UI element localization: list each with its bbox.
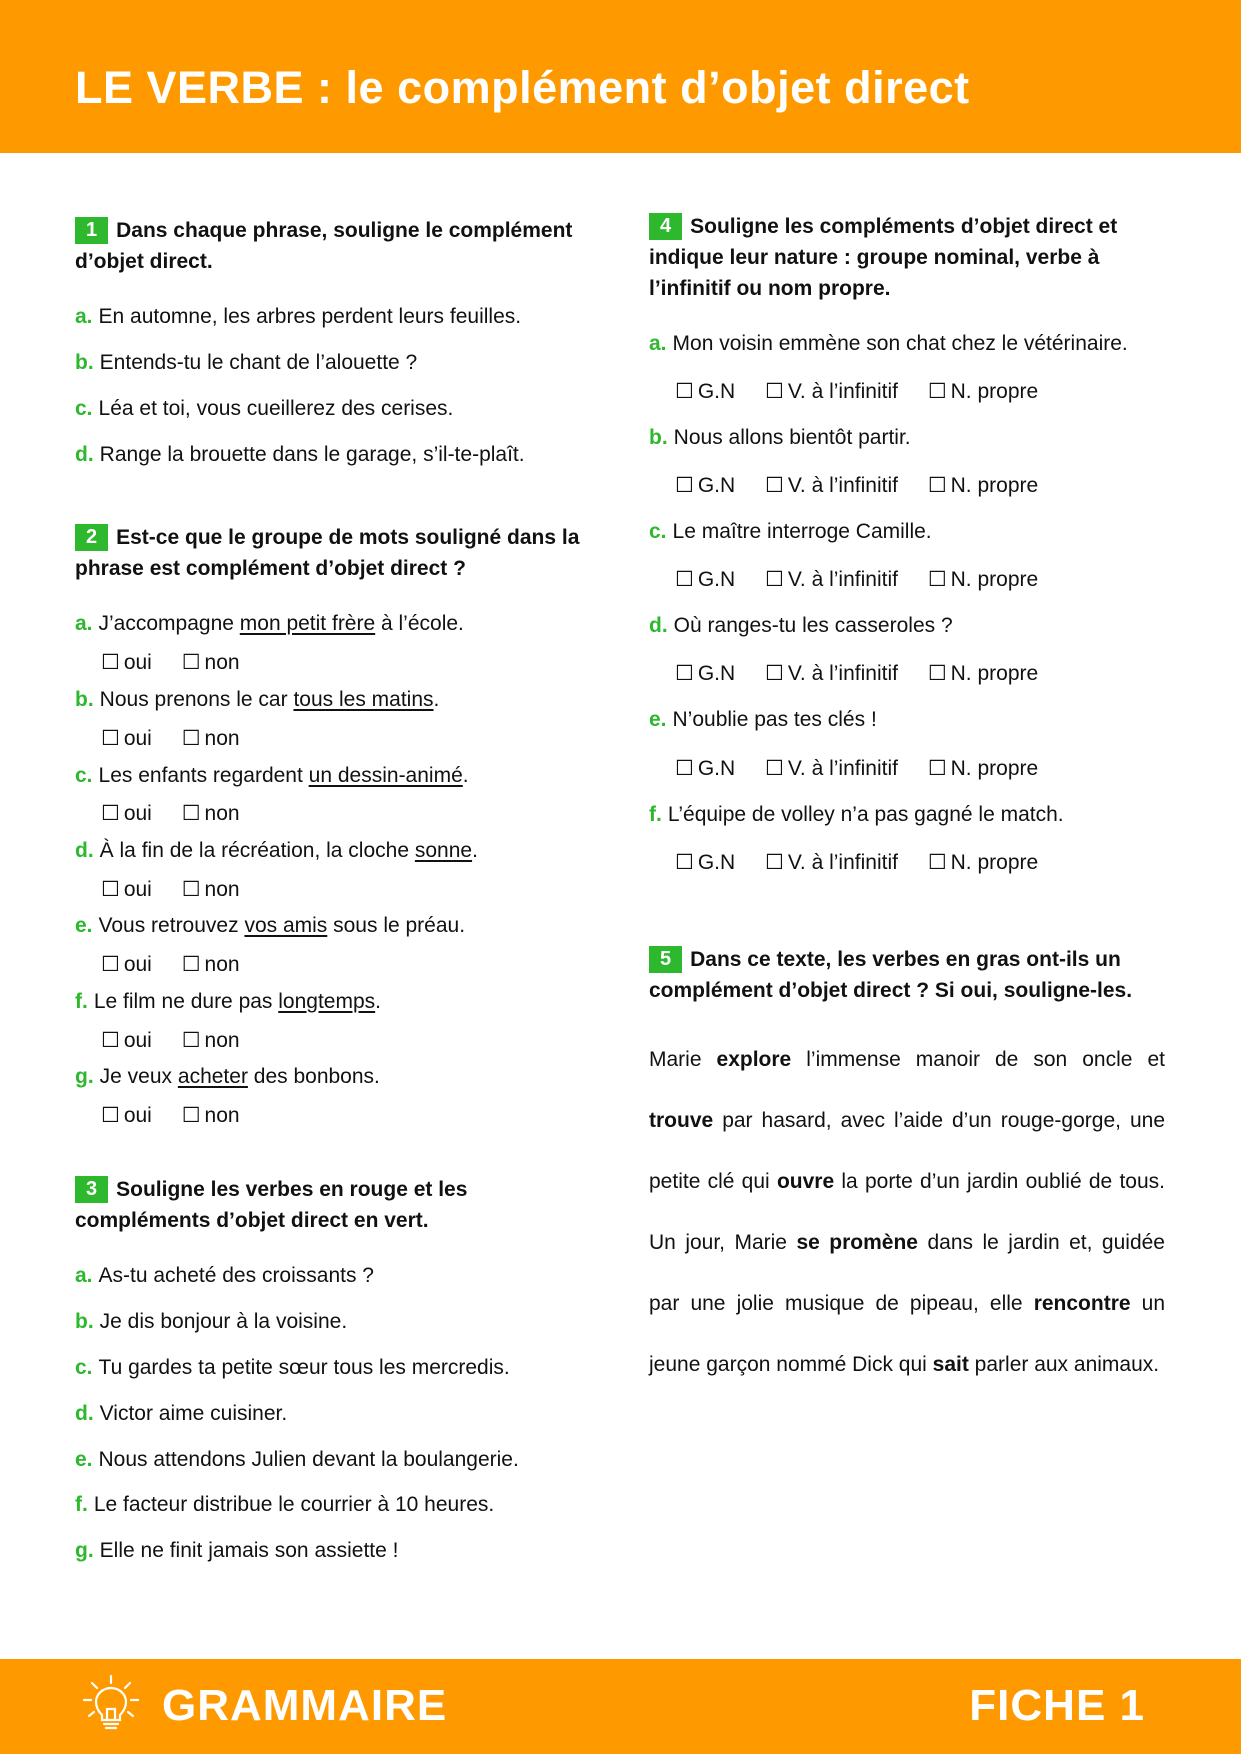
nature-options [675,754,1062,783]
list-item: d. Victor aime cuisiner. [75,1402,288,1425]
bold-verb: trouve [649,1109,714,1132]
checkbox-gn[interactable]: ☐ G.N [675,756,736,780]
checkbox-yes[interactable]: ☐ oui [101,952,152,976]
checkbox-infinitive[interactable]: ☐ V. à l’infinitif [765,473,898,497]
lightbulb-icon [80,1673,142,1735]
checkbox-gn[interactable]: ☐ G.N [675,850,736,874]
footer-banner [0,1659,1241,1754]
checkbox-no[interactable]: ☐ non [181,952,240,976]
checkbox-infinitive[interactable]: ☐ V. à l’infinitif [765,850,898,874]
checkbox-yes[interactable]: ☐ oui [101,1103,152,1127]
checkbox-proper-noun[interactable]: ☐ N. propre [927,567,1039,591]
bold-verb: sait [932,1353,969,1376]
exercise-5-instruction: 5 Dans ce texte, les verbes en gras ont-ils un complément d’objet direct ? Si oui, souligne-les. [649,948,1133,1002]
nature-options [675,377,1062,406]
exercise-5-number: 5 [649,946,682,973]
yes-no-options [101,1026,264,1055]
exercise-3-number: 3 [75,1176,108,1203]
checkbox-no[interactable]: ☐ non [181,650,240,674]
exercise-2-number: 2 [75,524,108,551]
bold-verb: explore [716,1048,792,1071]
list-item: c. Le maître interroge Camille. [649,520,932,543]
list-item: f. Le film ne dure pas longtemps. [75,990,381,1013]
checkbox-yes[interactable]: ☐ oui [101,877,152,901]
checkbox-no[interactable]: ☐ non [181,726,240,750]
list-item: e. N’oublie pas tes clés ! [649,708,877,731]
list-item: b. Nous allons bientôt partir. [649,426,911,449]
nature-options [675,565,1062,594]
checkbox-yes[interactable]: ☐ oui [101,650,152,674]
yes-no-options [101,724,264,753]
checkbox-yes[interactable]: ☐ oui [101,801,152,825]
yes-no-options [101,1101,264,1130]
list-item: f. L’équipe de volley n’a pas gagné le match. [649,803,1064,826]
list-item: d. À la fin de la récréation, la cloche sonne. [75,839,478,862]
list-item: g. Elle ne finit jamais son assiette ! [75,1539,399,1562]
list-item: a. As-tu acheté des croissants ? [75,1264,374,1287]
exercise-4-instruction: 4 Souligne les compléments d’objet direct et indique leur nature : groupe nominal, verbe à l’infinitif ou nom propre. [649,215,1118,300]
checkbox-no[interactable]: ☐ non [181,801,240,825]
checkbox-gn[interactable]: ☐ G.N [675,567,736,591]
exercise-4 [649,211,1165,304]
list-item: d. Range la brouette dans le garage, s’il-te-plaît. [75,443,525,466]
checkbox-infinitive[interactable]: ☐ V. à l’infinitif [765,567,898,591]
list-item: e. Nous attendons Julien devant la boulangerie. [75,1448,519,1471]
yes-no-options [101,950,264,979]
list-item: a. En automne, les arbres perdent leurs feuilles. [75,305,522,328]
list-item: f. Le facteur distribue le courrier à 10 heures. [75,1493,495,1516]
exercise-3 [75,1174,595,1236]
checkbox-yes[interactable]: ☐ oui [101,1028,152,1052]
exercise-4-number: 4 [649,213,682,240]
checkbox-proper-noun[interactable]: ☐ N. propre [927,756,1039,780]
checkbox-no[interactable]: ☐ non [181,1028,240,1052]
bold-verb: se promène [796,1231,918,1254]
list-item: e. Vous retrouvez vos amis sous le préau. [75,914,466,937]
checkbox-infinitive[interactable]: ☐ V. à l’infinitif [765,756,898,780]
checkbox-proper-noun[interactable]: ☐ N. propre [927,661,1039,685]
checkbox-proper-noun[interactable]: ☐ N. propre [927,850,1039,874]
checkbox-proper-noun[interactable]: ☐ N. propre [927,379,1039,403]
exercise-1 [75,215,595,277]
exercise-1-instruction: 1 Dans chaque phrase, souligne le complément d’objet direct. [75,219,573,273]
list-item: d. Où ranges-tu les casseroles ? [649,614,953,637]
checkbox-no[interactable]: ☐ non [181,877,240,901]
reading-text: Marie explore l’immense manoir de son oncle et trouve par hasard, avec l’aide d’un rouge-gorge, une petite clé qui ouvre la porte d’un jardin oublié de tous. Un jour, Marie se promène dans le jardin et, guidée par une jolie musique de pipeau, elle rencontre un jeune garçon nommé Dick qui sait parler aux animaux. [649,1048,1165,1376]
list-item: c. Tu gardes ta petite sœur tous les mercredis. [75,1356,510,1379]
list-item: a. Mon voisin emmène son chat chez le vétérinaire. [649,332,1128,355]
nature-options [675,659,1062,688]
bold-verb: ouvre [776,1170,835,1193]
list-item: a. J’accompagne mon petit frère à l’école. [75,612,464,635]
header-banner [0,0,1241,153]
list-item: c. Léa et toi, vous cueillerez des cerises. [75,397,454,420]
list-item: b. Entends-tu le chant de l’alouette ? [75,351,418,374]
checkbox-yes[interactable]: ☐ oui [101,726,152,750]
yes-no-options [101,799,264,828]
list-item: g. Je veux acheter des bonbons. [75,1065,380,1088]
page-title: LE VERBE : le complément d’objet direct [75,62,970,113]
checkbox-gn[interactable]: ☐ G.N [675,661,736,685]
yes-no-options [101,648,264,677]
nature-options [675,848,1062,877]
checkbox-gn[interactable]: ☐ G.N [675,473,736,497]
yes-no-options [101,875,264,904]
checkbox-proper-noun[interactable]: ☐ N. propre [927,473,1039,497]
checkbox-gn[interactable]: ☐ G.N [675,379,736,403]
checkbox-no[interactable]: ☐ non [181,1103,240,1127]
nature-options [675,471,1062,500]
exercise-3-instruction: 3 Souligne les verbes en rouge et les compléments d’objet direct en vert. [75,1178,468,1232]
exercise-1-number: 1 [75,217,108,244]
exercise-2-instruction: 2 Est-ce que le groupe de mots souligné dans la phrase est complément d’objet direct ? [75,526,580,580]
footer-sheet-number: FICHE 1 [969,1681,1145,1730]
footer-subject: GRAMMAIRE [162,1681,448,1730]
checkbox-infinitive[interactable]: ☐ V. à l’infinitif [765,661,898,685]
bold-verb: rencontre [1033,1292,1131,1315]
list-item: b. Je dis bonjour à la voisine. [75,1310,348,1333]
list-item: c. Les enfants regardent un dessin-animé. [75,764,469,787]
exercise-2 [75,522,595,584]
list-item: b. Nous prenons le car tous les matins. [75,688,440,711]
checkbox-infinitive[interactable]: ☐ V. à l’infinitif [765,379,898,403]
exercise-5 [649,944,1165,1006]
